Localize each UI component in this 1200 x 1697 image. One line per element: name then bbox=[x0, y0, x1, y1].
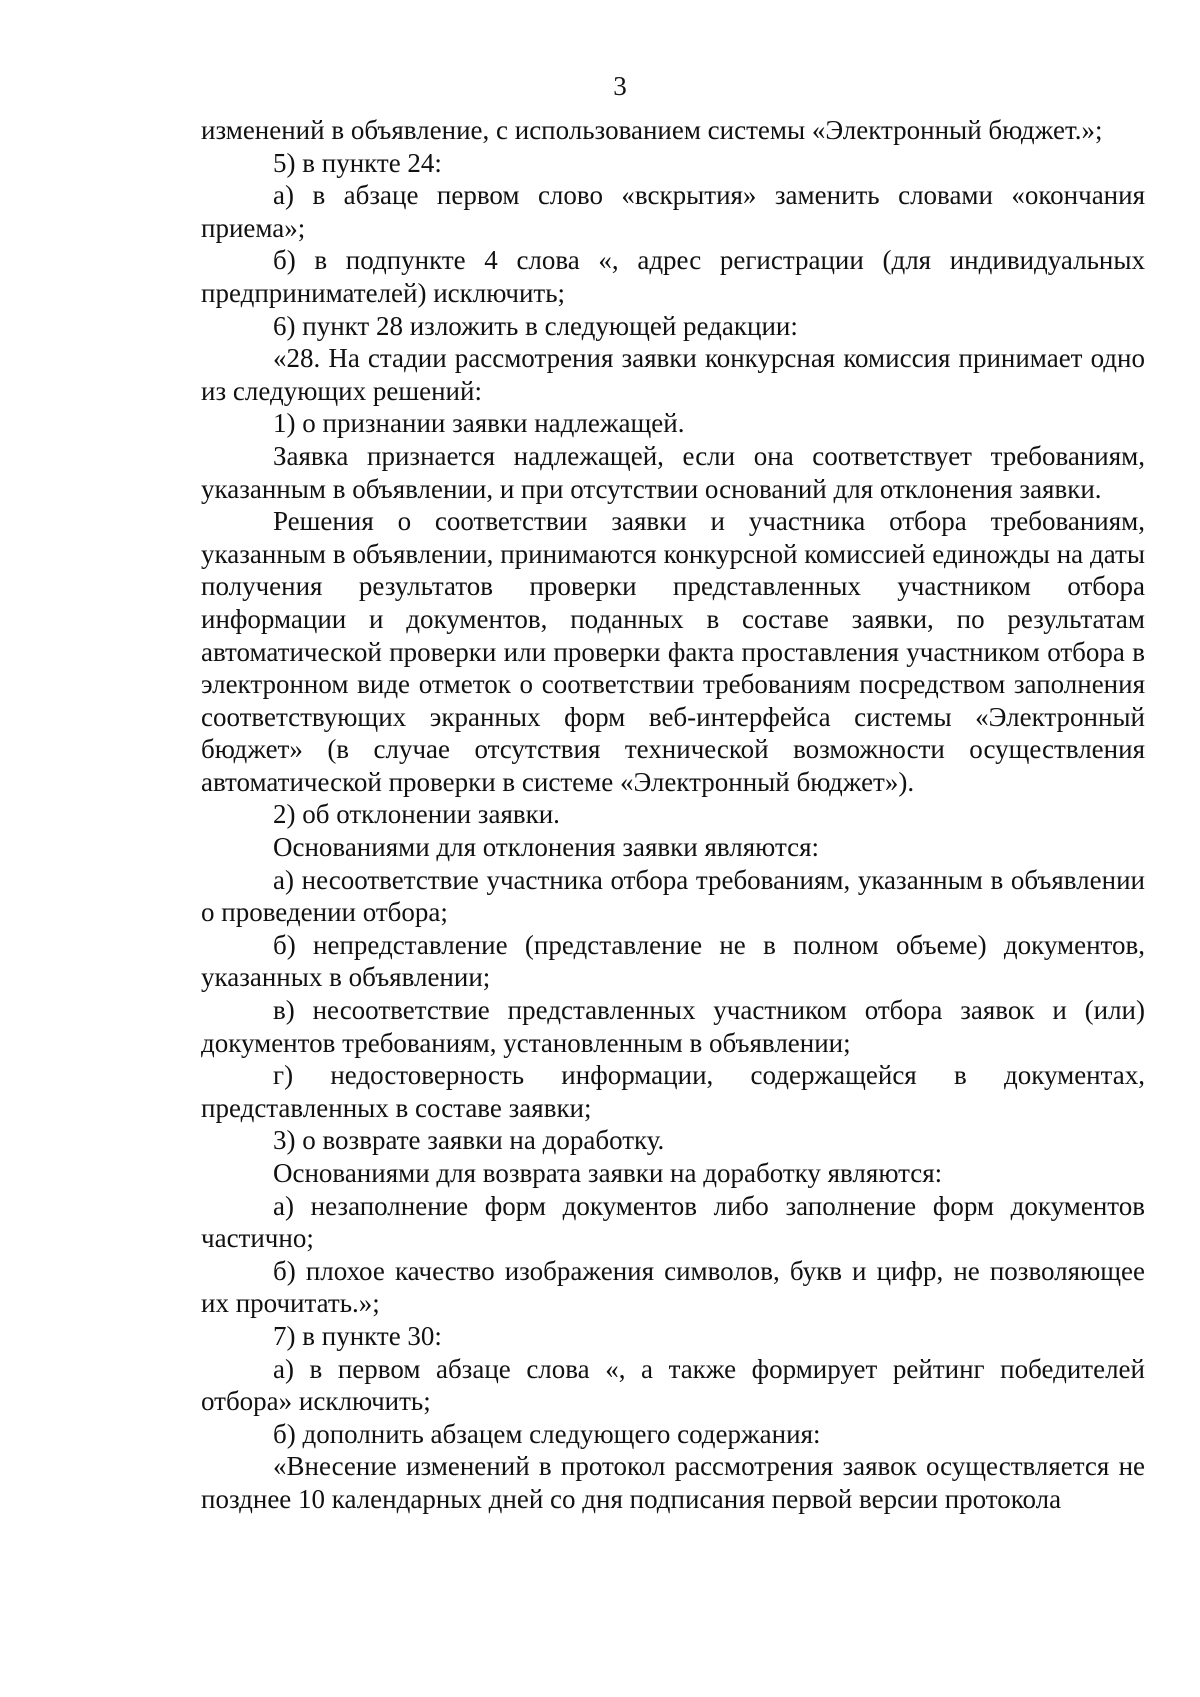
paragraph: а) несоответствие участника отбора требованиям, указанным в объявлении о проведении отбора; bbox=[201, 864, 1145, 928]
paragraph: в) несоответствие представленных участником отбора заявок и (или) документов требованиям, установленным в объявлении; bbox=[201, 995, 1145, 1058]
paragraph: б) плохое качество изображения символов, букв и цифр, не позволяющее их прочитать.»; bbox=[201, 1255, 1145, 1319]
paragraph: Основаниями для возврата заявки на доработку являются: bbox=[273, 1158, 943, 1188]
paragraph: а) в абзаце первом слово «вскрытия» заменить словами «окончания приема»; bbox=[201, 180, 1145, 243]
paragraph: Заявка признается надлежащей, если она соответствует требованиям, указанным в объявлении, и при отсутствии оснований для отклонения заявки. bbox=[201, 440, 1145, 504]
document-body bbox=[201, 114, 1145, 1516]
paragraph: 5) в пункте 24: bbox=[273, 147, 442, 178]
paragraph: б) в подпункте 4 слова «, адрес регистрации (для индивидуальных предпринимателей) исключить; bbox=[201, 245, 1145, 308]
paragraph: б) дополнить абзацем следующего содержания: bbox=[273, 1418, 821, 1449]
paragraph: 3) о возврате заявки на доработку. bbox=[273, 1125, 665, 1156]
paragraph: изменений в объявление, с использованием системы «Электронный бюджет.»; bbox=[201, 115, 1103, 145]
paragraph: «28. На стадии рассмотрения заявки конкурсная комиссия принимает одно из следующих решений: bbox=[201, 343, 1145, 406]
paragraph: Основаниями для отклонения заявки являются: bbox=[273, 832, 820, 863]
paragraph: а) в первом абзаце слова «, а также формирует рейтинг победителей отбора» исключить; bbox=[201, 1353, 1145, 1417]
paragraph: 1) о признании заявки надлежащей. bbox=[273, 408, 685, 439]
paragraph: г) недостоверность информации, содержащейся в документах, представленных в составе заявки; bbox=[201, 1060, 1145, 1123]
paragraph: 6) пункт 28 изложить в следующей редакции: bbox=[273, 310, 798, 341]
page-number: 3 bbox=[613, 71, 627, 101]
paragraph: 7) в пункте 30: bbox=[273, 1320, 442, 1351]
paragraph: а) незаполнение форм документов либо заполнение форм документов частично; bbox=[201, 1190, 1145, 1254]
paragraph: 2) об отклонении заявки. bbox=[273, 799, 560, 830]
paragraph: Решения о соответствии заявки и участника отбора требованиям, указанным в объявлении, принимаются конкурсной комиссией единожды на даты получения результатов проверки представленных участником отбора информации и документов, поданных в составе заявки, по результатам автоматической проверки или проверки факта проставления участником отбора в электронном виде отметок о соответствии требованиям посредством заполнения соответствующих экранных форм веб-интерфейса системы «Электронный бюджет» (в случае отсутствия технической возможности осуществления автоматической проверки в системе «Электронный бюджет»). bbox=[201, 506, 1145, 797]
paragraph: «Внесение изменений в протокол рассмотрения заявок осуществляется не позднее 10 календарных дней со дня подписания первой версии протокола bbox=[201, 1451, 1145, 1514]
paragraph: б) непредставление (представление не в полном объеме) документов, указанных в объявлении; bbox=[201, 929, 1145, 993]
